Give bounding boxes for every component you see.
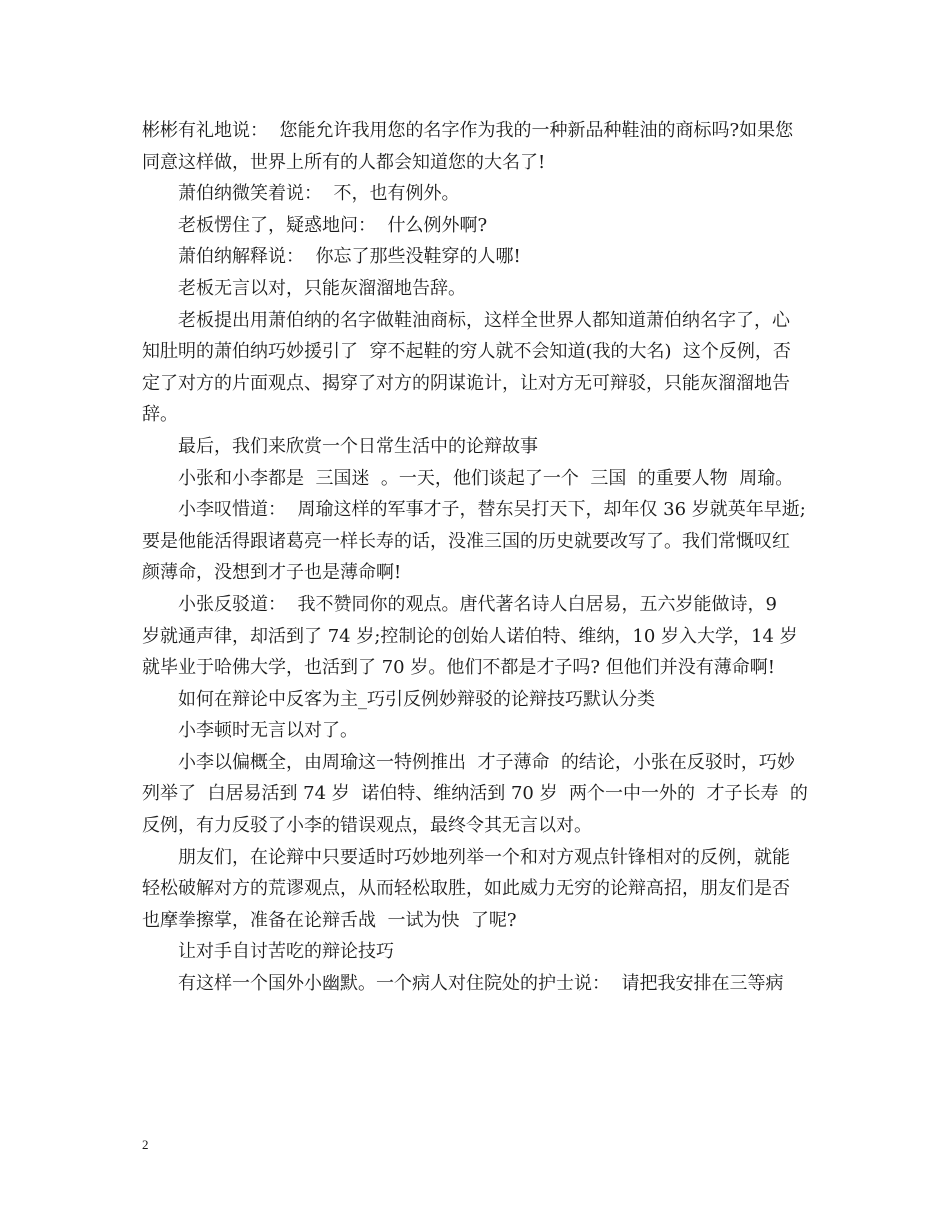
text-line: 小张和小李都是 三国迷 。一天，他们谈起了一个 三国 的重要人物 周瑜。 <box>178 467 794 489</box>
text-line: 要是他能活得跟诸葛亮一样长寿的话，没准三国的历史就要改写了。我们常慨叹红 <box>142 530 790 552</box>
text-line: 朋友们，在论辩中只要适时巧妙地列举一个和对方观点针锋相对的反例，就能 <box>178 846 790 868</box>
text-line: 轻松破解对方的荒谬观点，从而轻松取胜，如此威力无穷的论辩高招，朋友们是否 <box>142 878 790 900</box>
text-line: 有这样一个国外小幽默。一个病人对住院处的护士说： 请把我安排在三等病 <box>178 973 784 995</box>
text-line: 知肚明的萧伯纳巧妙援引了 穿不起鞋的穷人就不会知道(我的大名) 这个反例，否 <box>142 341 791 363</box>
text-line: 萧伯纳解释说： 你忘了那些没鞋穿的人哪! <box>178 246 521 268</box>
text-line: 颜薄命，没想到才子也是薄命啊! <box>142 562 402 584</box>
text-line: 定了对方的片面观点、揭穿了对方的阴谋诡计，让对方无可辩驳，只能灰溜溜地告 <box>142 372 790 394</box>
text-line: 反例，有力反驳了小李的错误观点，最终令其无言以对。 <box>142 815 592 837</box>
text-line: 老板无言以对，只能灰溜溜地告辞。 <box>178 277 466 299</box>
text-line: 小李以偏概全，由周瑜这一特例推出 才子薄命 的结论，小张在反驳时，巧妙 <box>178 751 795 773</box>
text-line: 小李顿时无言以对了。 <box>178 720 358 742</box>
text-line: 就毕业于哈佛大学，也活到了 70 岁。他们不都是才子吗? 但他们并没有薄命啊! <box>142 657 775 679</box>
text-line: 小李叹惜道： 周瑜这样的军事才子，替东吴打天下，却年仅 36 岁就英年早逝; <box>178 499 806 521</box>
text-line: 老板愣住了，疑惑地问： 什么例外啊? <box>178 214 488 236</box>
text-line: 也摩拳擦掌，准备在论辩舌战 一试为快 了呢? <box>142 909 517 931</box>
text-line: 同意这样做，世界上所有的人都会知道您的大名了! <box>142 151 546 173</box>
text-line: 辞。 <box>142 404 178 426</box>
text-line: 彬彬有礼地说： 您能允许我用您的名字作为我的一种新品种鞋油的商标吗?如果您 <box>142 120 794 141</box>
page-number: 2 <box>142 1137 149 1152</box>
document-body <box>142 115 814 1000</box>
text-line: 如何在辩论中反客为主_巧引反例妙辩驳的论辩技巧默认分类 <box>178 688 655 710</box>
text-line: 最后，我们来欣赏一个日常生活中的论辩故事 <box>178 435 538 457</box>
text-line: 让对手自讨苦吃的辩论技巧 <box>178 941 394 963</box>
text-line: 萧伯纳微笑着说： 不，也有例外。 <box>178 183 460 205</box>
text-line: 岁就通声律，却活到了 74 岁;控制论的创始人诺伯特、维纳，10 岁入大学，14 岁 <box>142 625 798 647</box>
text-line: 列举了 白居易活到 74 岁 诺伯特、维纳活到 70 岁 两个一中一外的 才子长寿 的 <box>142 783 808 805</box>
text-line: 老板提出用萧伯纳的名字做鞋油商标，这样全世界人都知道萧伯纳名字了，心 <box>178 309 790 331</box>
text-line: 小张反驳道： 我不赞同你的观点。唐代著名诗人白居易，五六岁能做诗，9 <box>178 593 777 615</box>
